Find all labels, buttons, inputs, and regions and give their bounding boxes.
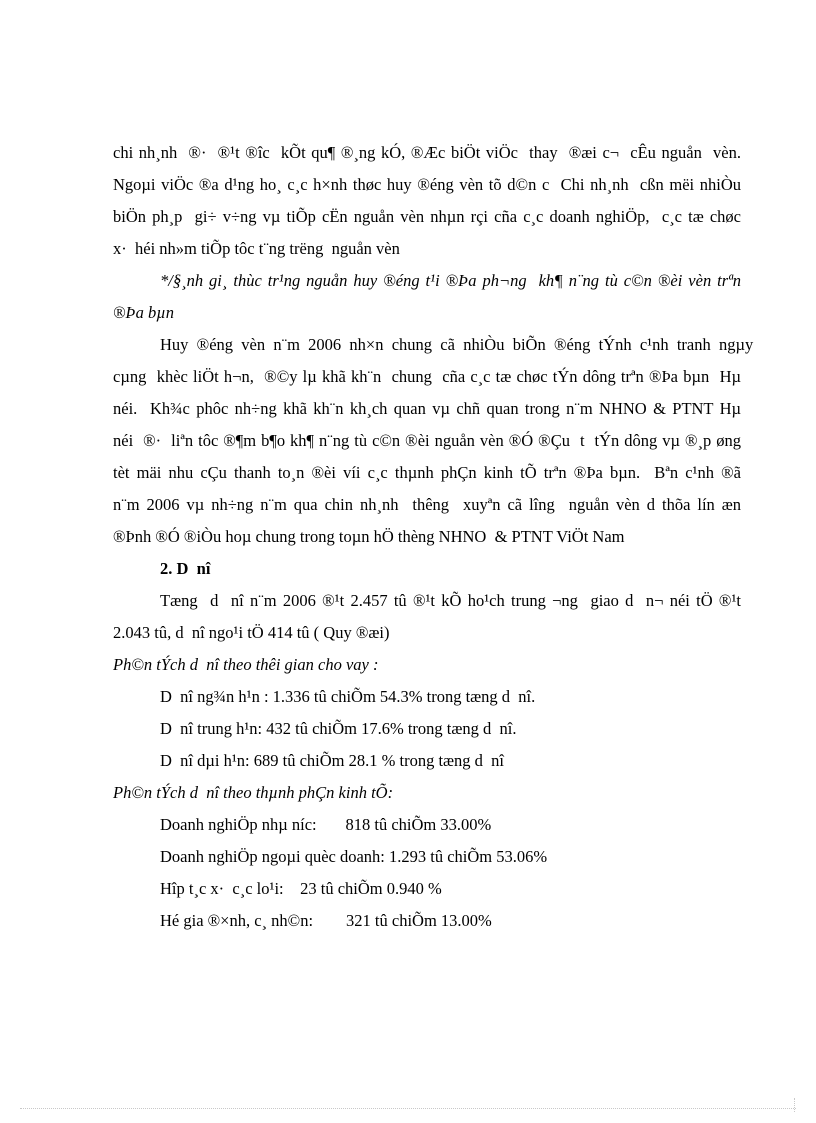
sector-item: Hé gia ®×nh, c¸ nh©n: 321 tû chiÕm 13.00% [160,911,492,930]
paragraph-2-line: cµng khèc liÖt h¬n, ®©y lµ khã kh¨n chung cña c¸c tæ chøc tÝn dông trªn ®Þa bµn Hµ [113,367,741,386]
paragraph-2-line: néi ®· liªn tôc ®¶m b¶o kh¶ n¨ng tù c©n ®èi nguån vèn ®Ó ®Çu t tÝn dông vµ ®¸p øng [113,431,741,450]
paragraph-2-line: tèt mäi nhu cÇu thanh to¸n ®èi víi c¸c thµnh phÇn kinh tÕ trªn ®Þa bµn. Bªn c¹nh ®ã [113,463,741,482]
term-item: D nî dµi h¹n: 689 tû chiÕm 28.1 % trong tæng d nî [160,751,504,770]
section-2-title: 2. D nî [160,559,211,578]
paragraph-2-line: ®Þnh ®Ó ®iÒu hoµ chung trong toµn hÖ thèng NHNO & PTNT ViÖt Nam [113,527,625,546]
sector-item: Hîp t¸c x· c¸c lo¹i: 23 tû chiÕm 0.940 % [160,879,442,898]
term-item: D nî ng¾n h¹n : 1.336 tû chiÕm 54.3% trong tæng d nî. [160,687,536,706]
sector-item: Doanh nghiÖp nhµ níc: 818 tû chiÕm 33.00% [160,815,492,834]
paragraph-1-line: Ngoµi viÖc ®a d¹ng ho¸ c¸c h×nh thøc huy ®éng vèn tõ d©n c Chi nh¸nh cßn mëi nhiÒu [113,175,741,194]
paragraph-2-line: Huy ®éng vèn n¨m 2006 nh×n chung cã nhiÒu biÕn ®éng tÝnh c¹nh tranh ngµy [160,335,754,354]
evaluation-heading: */§¸nh gi¸ thùc tr¹ng nguån huy ®éng t¹i ®Þa ph¬ng kh¶ n¨ng tù c©n ®èi vèn trªn [160,271,741,290]
evaluation-heading-cont: ®Þa bµn [113,303,174,322]
paragraph-1-line: chi nh¸nh ®· ®¹t ®îc kÕt qu¶ ®¸ng kÓ, ®Æc biÖt viÖc thay ®æi c¬ cÊu nguån vèn. [113,143,741,162]
page-footer-rule [20,1108,796,1109]
sector-item: Doanh nghiÖp ngoµi quèc doanh: 1.293 tû chiÕm 53.06% [160,847,548,866]
paragraph-1-line: biÖn ph¸p gi÷ v÷ng vµ tiÕp cËn nguån vèn nhµn rçi cña c¸c doanh nghiÖp, c¸c tæ chøc [113,207,741,226]
sector-analysis-heading: Ph©n tÝch d nî theo thµnh phÇn kinh tÕ: [113,783,394,802]
paragraph-2-line: n¨m 2006 vµ nh÷ng n¨m qua chin nh¸nh thêng xuyªn cã lîng nguån vèn d thõa lín æn [113,495,741,514]
page-corner-mark [794,1098,795,1112]
paragraph-3-line: 2.043 tû, d nî ngo¹i tÖ 414 tû ( Quy ®æi) [113,623,390,642]
term-analysis-heading: Ph©n tÝch d nî theo thêi gian cho vay : [113,655,379,674]
paragraph-2-line: néi. Kh¾c phôc nh÷ng khã kh¨n kh¸ch quan vµ chñ quan trong n¨m NHNO & PTNT Hµ [113,399,741,418]
paragraph-1-line: x· héi nh»m tiÕp tôc t¨ng trëng nguån vèn [113,239,400,258]
term-item: D nî trung h¹n: 432 tû chiÕm 17.6% trong tæng d nî. [160,719,517,738]
paragraph-3-line: Tæng d nî n¨m 2006 ®¹t 2.457 tû ®¹t kÕ ho¹ch trung ¬ng giao d n¬ néi tÖ ®¹t [160,591,741,610]
